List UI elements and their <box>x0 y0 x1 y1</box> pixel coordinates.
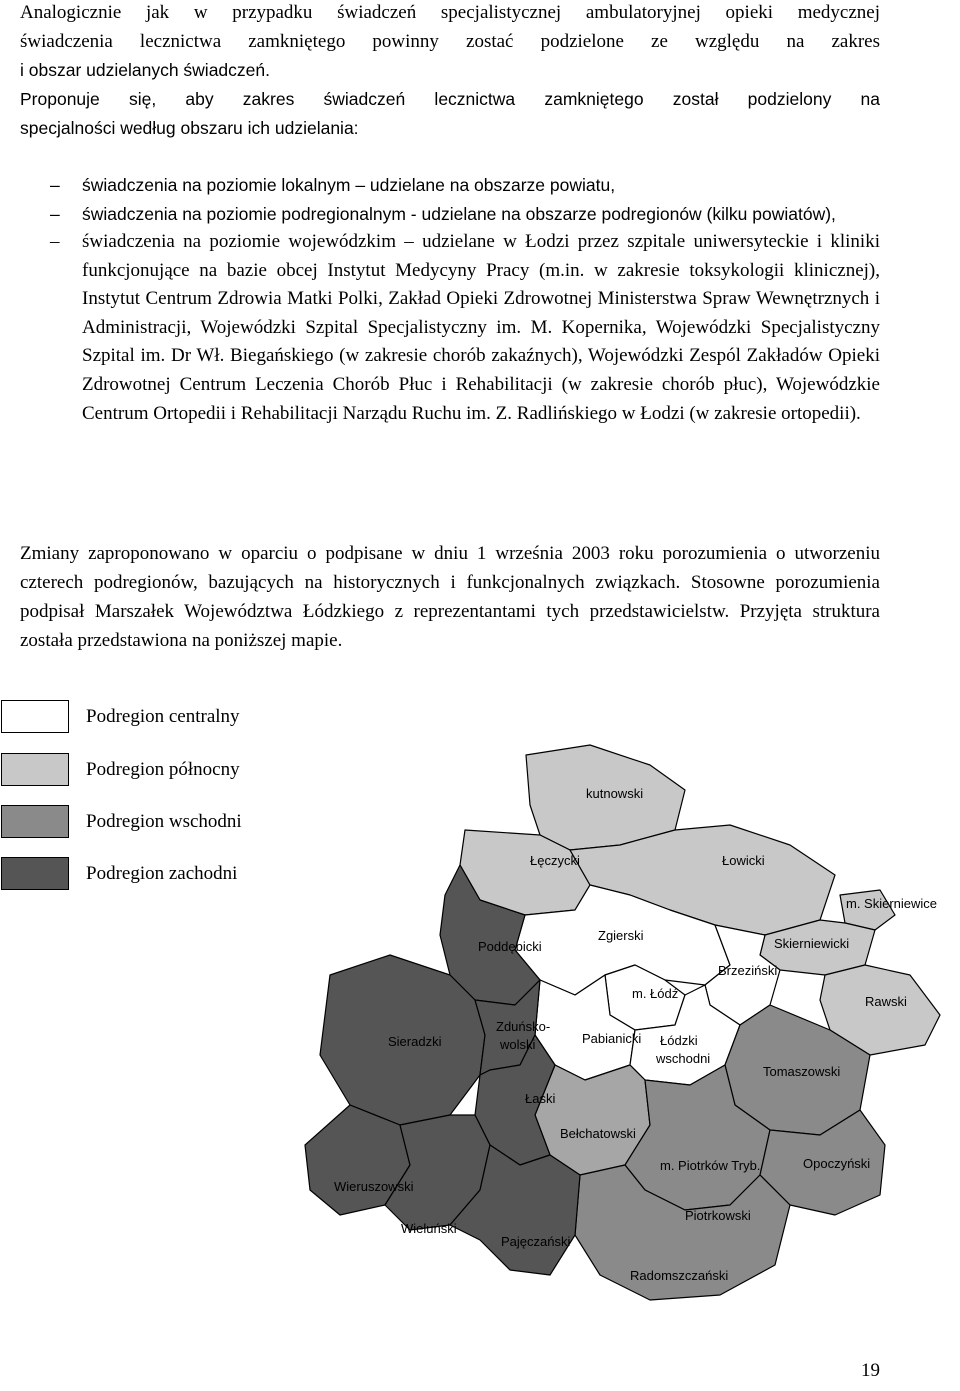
label-pajeczanski: Pajęczański <box>501 1234 571 1249</box>
page-number: 19 <box>861 1360 880 1381</box>
list-item <box>20 228 880 428</box>
intro-paragraph <box>20 0 880 143</box>
intro-line-2: świadczenia lecznictwa zamkniętego powinny zostać podzielone ze względu na zakres <box>20 31 880 52</box>
label-opoczynski: Opoczyński <box>803 1156 871 1171</box>
legend-item-wschodni <box>0 805 320 839</box>
label-wielunski: Wieluński <box>401 1221 457 1236</box>
voivodeship-map <box>290 735 938 1365</box>
label-lodz-city: m. Łódź <box>632 986 679 1001</box>
label-belchatowski: Bełchatowski <box>560 1126 636 1141</box>
legend-item-polnocny <box>0 753 320 787</box>
legend-label: Podregion zachodni <box>86 863 238 884</box>
map-svg <box>290 735 938 1365</box>
list-item-text: świadczenia na poziomie podregionalnym - udzielane na obszarze podregionów (kilku powiatów), <box>82 203 836 224</box>
label-zdunskowolski-2: wolski <box>500 1037 536 1052</box>
legend-swatch <box>1 805 69 838</box>
legend-swatch <box>1 700 69 733</box>
label-skierniewicki: Skierniewicki <box>774 936 850 951</box>
legend-item-zachodni <box>0 857 320 891</box>
intro-line-1: Analogicznie jak w przypadku świadczeń specjalistycznej ambulatoryjnej opieki medycznej <box>20 2 880 23</box>
label-leczycki: Łęczycki <box>530 853 580 868</box>
intro-line-4: Proponuje się, aby zakres świadczeń lecznictwa zamkniętego został podzielony na <box>20 89 880 109</box>
list-item <box>20 200 880 229</box>
list-item-text: świadczenia na poziomie lokalnym – udzielane na obszarze powiatu, <box>82 175 616 195</box>
label-piotrkow-city: m. Piotrków Tryb. <box>660 1158 761 1173</box>
label-lowicki: Łowicki <box>722 853 765 868</box>
legend-item-centralny <box>0 700 320 734</box>
label-lodzki-wschodni-2: wschodni <box>656 1051 711 1066</box>
label-zgierski: Zgierski <box>598 928 644 943</box>
dash-marker: – <box>50 231 60 252</box>
label-lodzki-wschodni-1: Łódzki <box>660 1033 698 1048</box>
label-rawski: Rawski <box>865 994 907 1009</box>
legend-label: Podregion północny <box>86 759 240 780</box>
label-pabianicki: Pabianicki <box>582 1031 642 1046</box>
dash-marker: – <box>50 203 60 224</box>
scope-list <box>20 171 880 428</box>
label-sieradzki: Sieradzki <box>388 1034 442 1049</box>
label-zdunskowolski-1: Zduńsko- <box>496 1019 551 1034</box>
intro-line-5: specjalności według obszaru ich udzielania: <box>20 118 359 138</box>
list-item-text: świadczenia na poziomie wojewódzkim – udzielane w Łodzi przez szpitale uniwersyteckie i kliniki funkcjonujące na bazie obcej Instytut Medycyny Pracy (m.in. w zakresie toksykologii klinicznej), Instytut Centrum Zdrowia Matki Polki, Zakład Opieki Zdrowotnej Ministerstwa Spraw Wewnętrznych i Administracji, Wojewódzki Szpital Specjalistyczny im. M. Kopernika, Wojewódzki Specjalistyczny Szpital im. Dr Wł. Biegańskiego (w zakresie chorób zakaźnych), Wojewódzki Zespól Zakładów Opieki Zdrowotnej Centrum Leczenia Chorób Płuc i Rehabilitacji (w zakresie chorób płuc), Wojewódzkie Centrum Ortopedii i Rehabilitacji Narządu Ruchu im. Z. Radlińskiego w Łodzi (w zakresie ortopedii). <box>82 231 880 424</box>
label-poddebicki: Poddębicki <box>478 939 542 954</box>
changes-paragraph: Zmiany zaproponowano w oparciu o podpisane w dniu 1 września 2003 roku porozumienia o utworzeniu czterech podregionów, bazujących na historycznych i funkcjonalnych związkach. Stosowne porozumienia podpisał Marszałek Województwa Łódzkiego z reprezentantami tych przedstawicielstw. Przyjęta struktura została przedstawiona na poniższej mapie. <box>20 543 880 651</box>
label-brzezinski: Brzeziński <box>718 963 778 978</box>
label-laski: Łaski <box>525 1091 556 1106</box>
label-radomszczanski: Radomszczański <box>630 1268 729 1283</box>
legend-label: Podregion centralny <box>86 706 240 727</box>
label-tomaszowski: Tomaszowski <box>763 1064 841 1079</box>
legend-swatch <box>1 857 69 890</box>
legend-label: Podregion wschodni <box>86 811 242 832</box>
intro-line-3: i obszar udzielanych świadczeń. <box>20 60 270 80</box>
label-wieruszowski: Wieruszowski <box>334 1179 414 1194</box>
legend-swatch <box>1 753 69 786</box>
label-kutnowski: kutnowski <box>586 786 644 801</box>
label-piotrkowski: Piotrkowski <box>685 1208 751 1223</box>
dash-marker: – <box>50 175 60 195</box>
list-item <box>20 171 880 200</box>
label-skierniewice-city: m. Skierniewice <box>846 896 938 911</box>
